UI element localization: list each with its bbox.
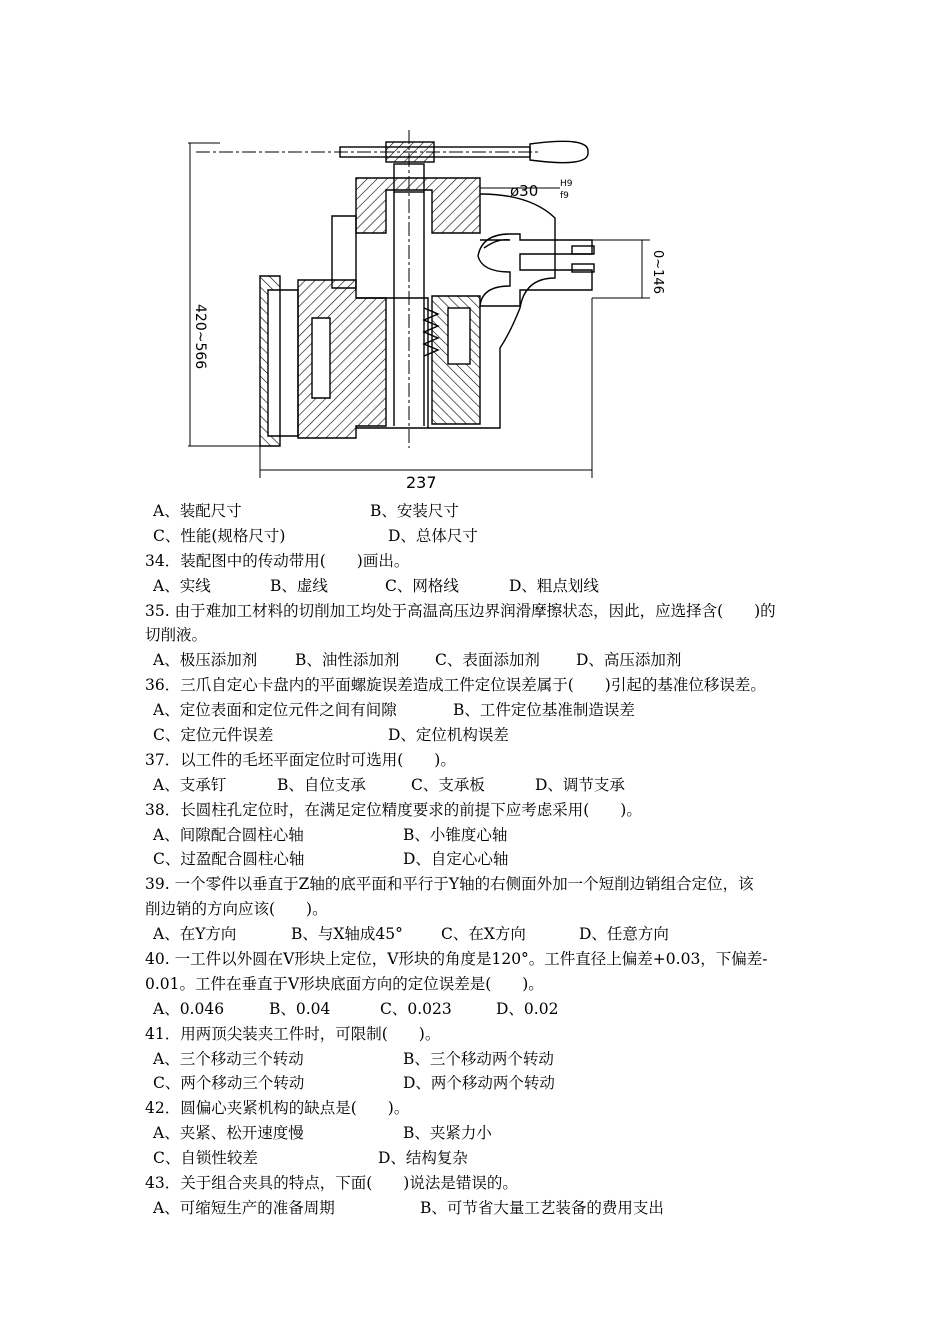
question-line xyxy=(145,972,825,997)
answer-option: C、自锁性较差 xyxy=(153,1149,258,1168)
option-line xyxy=(145,1196,825,1221)
answer-option: B、工件定位基准制造误差 xyxy=(453,701,635,720)
answer-option: C、支承板 xyxy=(411,775,485,794)
option-line xyxy=(145,1047,825,1072)
answer-option: C、网格线 xyxy=(385,576,459,595)
question-text: 35. 由于难加工材料的切削加工均处于高温高压边界润滑摩擦状态，因此，应选择含( )的 xyxy=(145,601,776,620)
question-line xyxy=(145,599,825,624)
width-dimension: 237 xyxy=(406,473,437,490)
option-line xyxy=(145,723,825,748)
answer-option: D、定位机构误差 xyxy=(388,726,509,745)
question-text: 39. 一个零件以垂直于Z轴的底平面和平行于Y轴的右侧面外加一个短削边销组合定位，该 xyxy=(145,875,754,894)
height-dimension: 420~566 xyxy=(192,304,208,370)
question-text: 41．用两顶尖装夹工件时，可限制( )。 xyxy=(145,1024,441,1043)
question-text: 36．三爪自定心卡盘内的平面螺旋误差造成工件定位误差属于( )引起的基准位移误差。 xyxy=(145,676,766,695)
answer-option: B、可节省大量工艺装备的费用支出 xyxy=(420,1198,664,1217)
option-line xyxy=(145,847,825,872)
option-line xyxy=(145,648,825,673)
question-text: 38．长圆柱孔定位时，在满足定位精度要求的前提下应考虑采用( )。 xyxy=(145,800,642,819)
answer-option: C、0.023 xyxy=(380,999,452,1018)
answer-option: C、两个移动三个转动 xyxy=(153,1074,305,1093)
question-line xyxy=(145,623,825,648)
answer-option: B、与X轴成45° xyxy=(291,925,403,944)
question-line xyxy=(145,798,825,823)
answer-option: A、三个移动三个转动 xyxy=(153,1049,304,1068)
answer-option: A、在Y方向 xyxy=(153,925,237,944)
answer-option: D、自定心心轴 xyxy=(403,850,509,869)
answer-option: D、总体尺寸 xyxy=(388,526,478,545)
question-text: 40. 一工件以外圆在V形块上定位，V形块的角度是120°。工件直径上偏差+0.03，下偏差- xyxy=(145,950,768,969)
question-text: 43．关于组合夹具的特点，下面( )说法是错误的。 xyxy=(145,1174,518,1193)
option-line xyxy=(145,823,825,848)
answer-option: A、极压添加剂 xyxy=(153,651,258,670)
answer-option: C、在X方向 xyxy=(441,925,526,944)
answer-option: C、表面添加剂 xyxy=(435,651,540,670)
answer-option: B、三个移动两个转动 xyxy=(403,1049,554,1068)
question-line xyxy=(145,1022,825,1047)
answer-option: A、定位表面和定位元件之间有间隙 xyxy=(153,701,397,720)
question-line xyxy=(145,897,825,922)
question-line xyxy=(145,673,825,698)
question-line xyxy=(145,872,825,897)
fit-lower-label: f9 xyxy=(560,191,569,201)
question-text: 切削液。 xyxy=(145,626,208,645)
answer-option: A、间隙配合圆柱心轴 xyxy=(153,825,304,844)
option-line xyxy=(145,574,825,599)
question-text: 34．装配图中的传动带用( )画出。 xyxy=(145,551,410,570)
diameter-dimension: ø30 xyxy=(510,182,539,200)
answer-option: A、实线 xyxy=(153,576,211,595)
option-line xyxy=(145,1121,825,1146)
option-line xyxy=(145,1146,825,1171)
assembly-drawing xyxy=(180,128,670,490)
answer-option: D、任意方向 xyxy=(579,925,669,944)
answer-option: C、性能(规格尺寸) xyxy=(153,526,286,545)
answer-option: B、0.04 xyxy=(269,999,331,1018)
question-line xyxy=(145,748,825,773)
answer-option: B、虚线 xyxy=(270,576,328,595)
question-text: 削边销的方向应该( )。 xyxy=(145,900,328,919)
answer-option: B、自位支承 xyxy=(277,775,366,794)
answer-option: D、高压添加剂 xyxy=(576,651,682,670)
question-text: 37．以工件的毛坯平面定位时可选用( )。 xyxy=(145,750,456,769)
travel-dimension: 0~146 xyxy=(650,250,665,294)
answer-option: A、可缩短生产的准备周期 xyxy=(153,1198,335,1217)
option-line xyxy=(145,922,825,947)
option-line xyxy=(145,997,825,1022)
question-line xyxy=(145,549,825,574)
answer-option: B、安装尺寸 xyxy=(370,502,459,520)
answer-option: A、夹紧、松开速度慢 xyxy=(153,1124,304,1143)
assembly-drawing-svg xyxy=(180,128,670,490)
answer-option: C、过盈配合圆柱心轴 xyxy=(153,850,305,869)
question-list xyxy=(145,499,825,1221)
option-line xyxy=(145,1071,825,1096)
answer-option: D、0.02 xyxy=(496,999,559,1018)
question-line xyxy=(145,1171,825,1196)
answer-option: D、两个移动两个转动 xyxy=(403,1074,555,1093)
answer-option: D、粗点划线 xyxy=(509,576,599,595)
question-text: 42．圆偏心夹紧机构的缺点是( )。 xyxy=(145,1099,410,1118)
answer-option: D、结构复杂 xyxy=(378,1149,468,1168)
question-line xyxy=(145,1096,825,1121)
answer-option: A、0.046 xyxy=(153,999,225,1018)
fit-upper-label: H9 xyxy=(560,179,573,189)
option-line xyxy=(145,524,825,549)
answer-option: D、调节支承 xyxy=(535,775,625,794)
question-line xyxy=(145,947,825,972)
option-line xyxy=(145,499,825,524)
answer-option: B、油性添加剂 xyxy=(295,651,400,670)
option-line xyxy=(145,773,825,798)
question-text: 0.01。工件在垂直于V形块底面方向的定位误差是( )。 xyxy=(145,974,544,993)
answer-option: B、小锥度心轴 xyxy=(403,825,508,844)
answer-option: C、定位元件误差 xyxy=(153,726,274,745)
option-line xyxy=(145,698,825,723)
answer-option: A、装配尺寸 xyxy=(153,502,242,520)
answer-option: B、夹紧力小 xyxy=(403,1124,492,1143)
answer-option: A、支承钉 xyxy=(153,775,227,794)
